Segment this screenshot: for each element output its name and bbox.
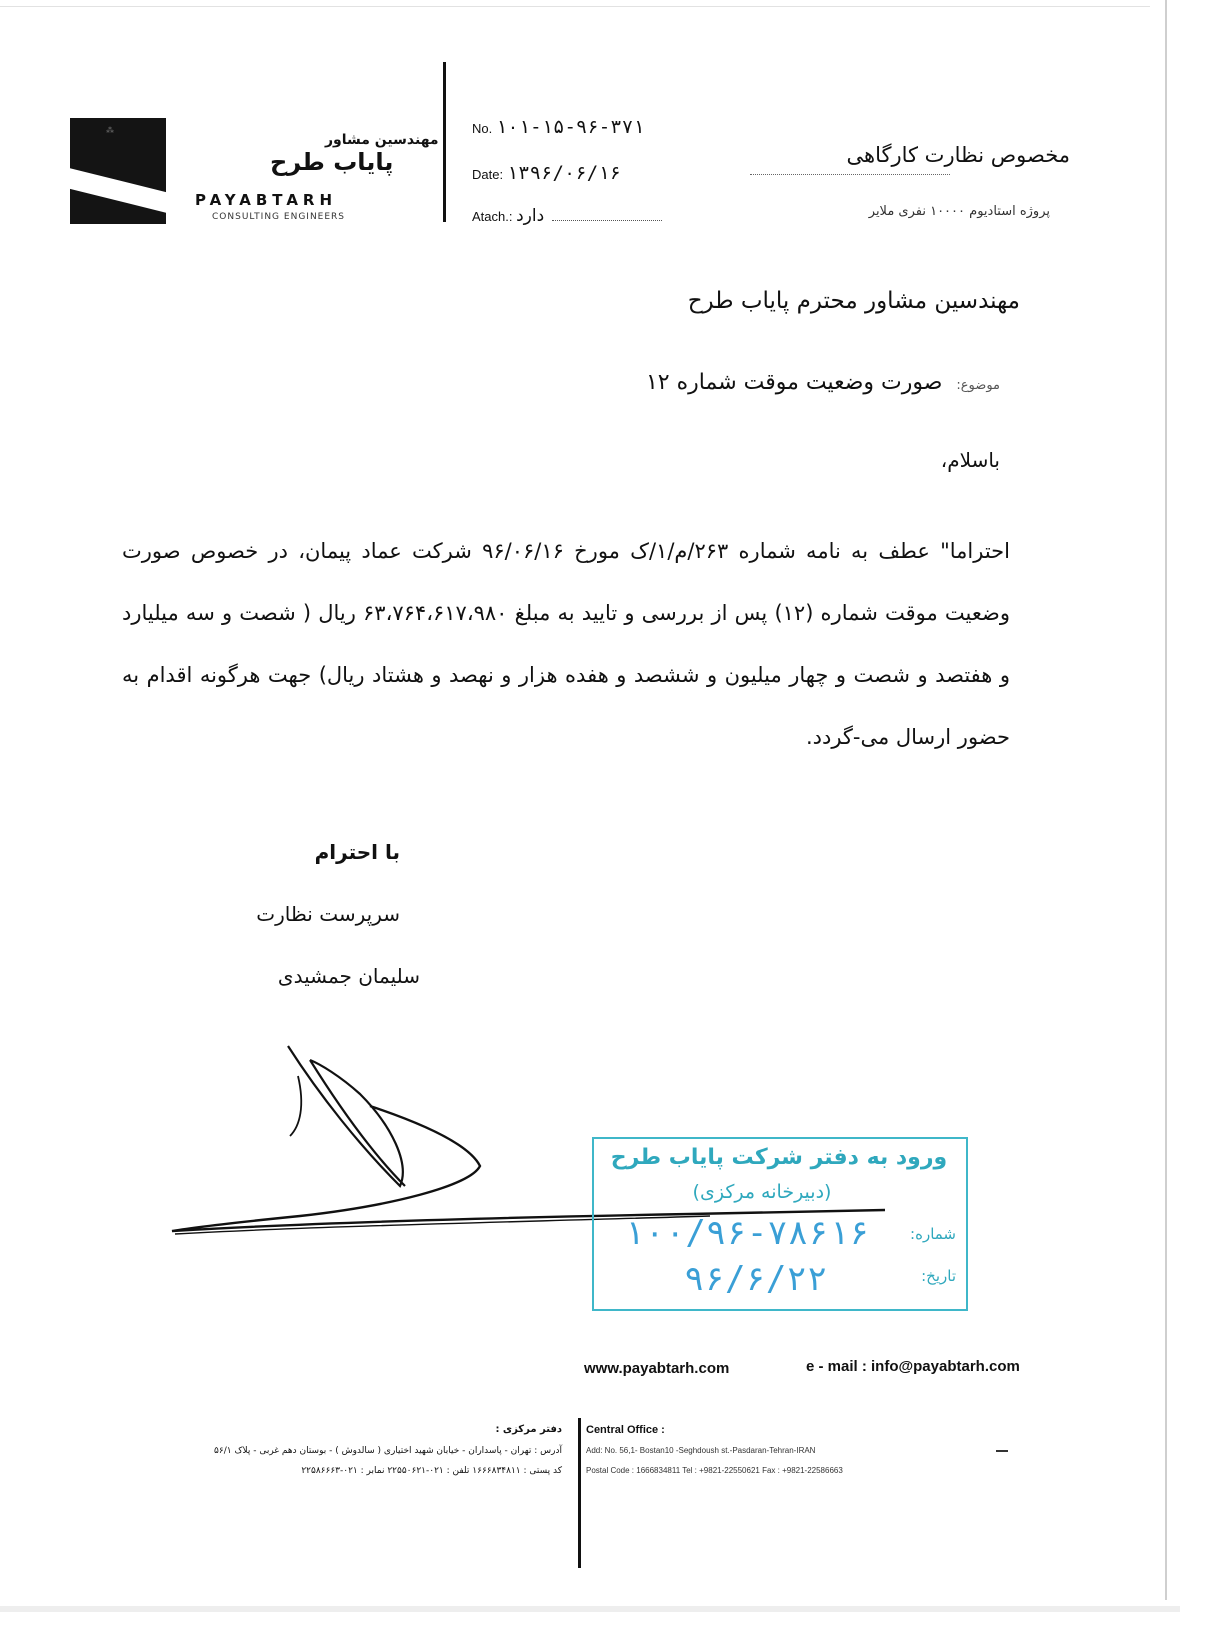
letter-body: احتراما" عطف به نامه شماره ۲۶۳/م/۱/ک مورخ ۹۶/۰۶/۱۶ شرکت عماد پیمان، در خصوص صورت وضعیت موقت شماره (۱۲) پس از بررسی و تایید به مبلغ ۶۳،۷۶۴،۶۱۷،۹۸۰ ریال ( شصت و سه میلیارد و هفتصد و شصت و چهار میلیون و ششصد و هفده هزار و نهصد و هشتاد ریال) جهت هرگونه اقدام به حضور ارسال می-گردد. bbox=[122, 539, 1010, 749]
stamp-subtitle: (دبیرخانه مرکزی) bbox=[692, 1181, 832, 1203]
scan-edge-bottom bbox=[0, 1606, 1180, 1612]
website-link[interactable]: www.payabtarh.com bbox=[584, 1360, 730, 1377]
document-category: مخصوص نظارت کارگاهی bbox=[846, 143, 1070, 167]
stamp-date-value: ۹۶/۶/۲۲ bbox=[684, 1259, 828, 1299]
scan-edge-right bbox=[1165, 0, 1167, 1600]
attachment-value: دارد bbox=[516, 206, 545, 226]
subject-label: موضوع: bbox=[956, 378, 1000, 393]
signer-role: سرپرست نظارت bbox=[256, 902, 400, 926]
greeting: باسلام، bbox=[940, 448, 1000, 472]
logo-en-subtitle: CONSULTING ENGINEERS bbox=[212, 212, 346, 222]
signer-name: سلیمان جمشیدی bbox=[277, 964, 420, 988]
logo-en-name: PAYABTARH bbox=[195, 191, 338, 209]
project-name: پروژه استادیوم ۱۰۰۰۰ نفری ملایر bbox=[868, 204, 1050, 219]
email-link[interactable]: e - mail : info@payabtarh.com bbox=[806, 1358, 1020, 1375]
scan-edge-top bbox=[0, 6, 1150, 7]
closing: با احترام bbox=[314, 840, 400, 864]
office-title-fa: دفتر مرکزی : bbox=[495, 1424, 562, 1435]
letter-date-value: ۱۳۹۶/۰۶/۱۶ bbox=[506, 162, 622, 184]
stamp-number-label: شماره: bbox=[910, 1225, 956, 1243]
header-divider bbox=[443, 62, 446, 222]
stamp-number-value: ۱۰۰/۹۶-۷۸۶۱۶ bbox=[624, 1213, 870, 1253]
stamp-title: ورود به دفتر شرکت پایاب طرح bbox=[610, 1145, 948, 1170]
subject-line bbox=[560, 370, 1000, 395]
stamp-date-label: تاریخ: bbox=[921, 1267, 956, 1285]
recipient: مهندسین مشاور محترم پایاب طرح bbox=[687, 288, 1020, 314]
company-logo-icon: ⁂ bbox=[70, 118, 166, 224]
footer-divider bbox=[578, 1418, 581, 1568]
letter-number-label: No. bbox=[472, 121, 493, 136]
letter-number-field bbox=[472, 116, 645, 138]
office-address-fa: آدرس : تهران - پاسداران - خیابان شهید اختیاری ( سالدوش ) - بوستان دهم غربی - پلاک ۵۶/۱ bbox=[214, 1446, 562, 1456]
logo-fa-subtitle: مهندسین مشاور bbox=[325, 132, 439, 148]
office-title-en: Central Office : bbox=[586, 1424, 665, 1436]
subject-text: صورت وضعیت موقت شماره ۱۲ bbox=[645, 370, 943, 395]
letter-date-label: Date: bbox=[472, 167, 504, 182]
attachment-field bbox=[472, 206, 662, 226]
letter-number-value: ۱۰۱-۱۵-۹۶-۳۷۱ bbox=[495, 116, 645, 138]
office-contacts-fa: کد پستی : ۱۶۶۶۸۳۴۸۱۱ تلفن : ۰۲۱-۲۲۵۵۰۶۲۱ نمابر : ۰۲۱-۲۲۵۸۶۶۶۳ bbox=[301, 1466, 562, 1476]
logo-fa-name: پایاب طرح bbox=[270, 148, 394, 176]
office-address-en: Add: No. 56,1- Bostan10 -Seghdoush st.-Pasdaran-Tehran-IRAN bbox=[586, 1446, 816, 1455]
attachment-label: Atach.: bbox=[472, 209, 513, 224]
office-contacts-en: Postal Code : 1666834811 Tel : +9821-22550621 Fax : +9821-22586663 bbox=[586, 1466, 843, 1475]
letter-date-field bbox=[472, 162, 621, 184]
receipt-stamp bbox=[592, 1137, 968, 1311]
